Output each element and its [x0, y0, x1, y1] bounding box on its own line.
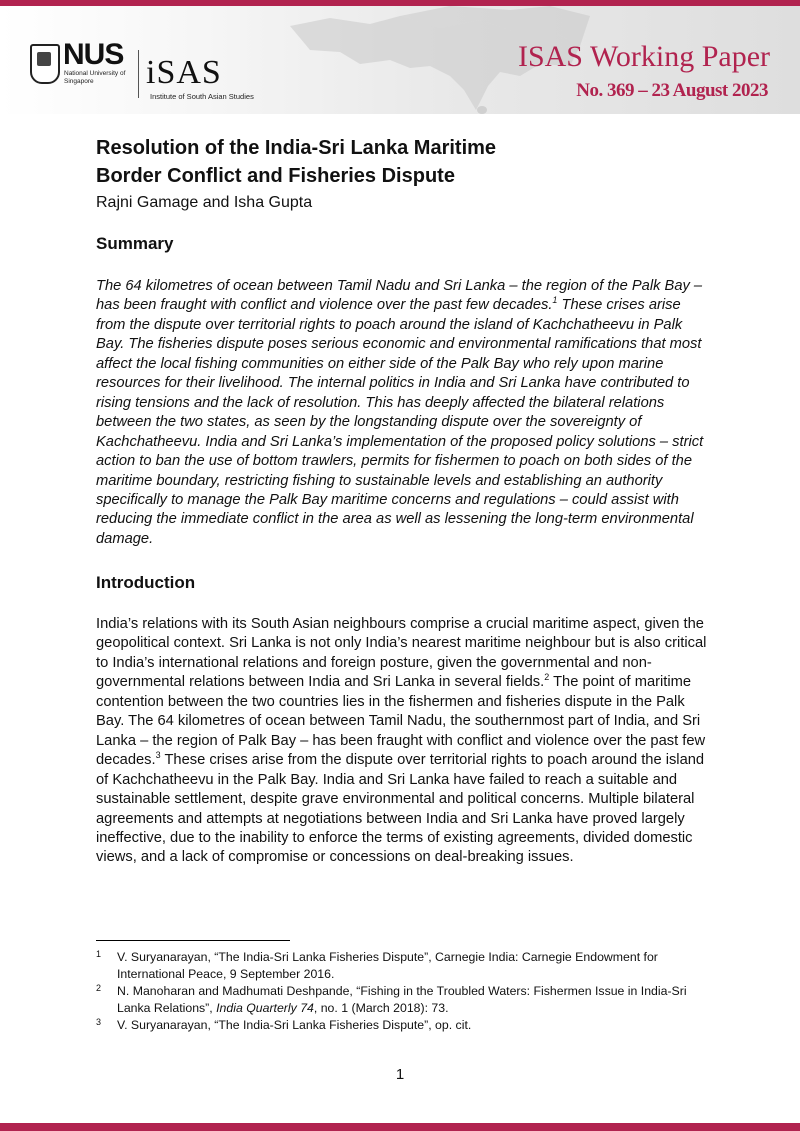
- footnote-item: [96, 1017, 708, 1034]
- summary-text: [96, 277, 708, 549]
- footnote-number: 2: [96, 983, 102, 993]
- intro-part-2: The point of maritime contention between the two countries lies in the fishermen and fisheries dispute in the Palk Bay. The 64 kilometres of ocean between Tamil Nadu, the southernmost part of India, and Sri Lanka – the region of Palk Bay – has been fraught with conflict and violence over the past few decades.: [96, 674, 706, 769]
- page-header: [0, 6, 800, 114]
- nus-subtitle: National University of Singapore: [64, 70, 126, 85]
- summary-part-1: The 64 kilometres of ocean between Tamil Nadu and Sri Lanka – the region of the Palk Bay – has been fraught with conflict and violence over the past few decades.: [96, 278, 703, 314]
- footnote-number: 1: [96, 949, 102, 959]
- title-line-2: Border Conflict and Fisheries Dispute: [96, 165, 455, 187]
- page-number: 1: [395, 1066, 405, 1083]
- title-line-1: Resolution of the India-Sri Lanka Maritime: [96, 137, 497, 159]
- footnote-ref[interactable]: 3: [155, 750, 161, 761]
- journal-title: India Quarterly 74: [216, 1000, 314, 1015]
- bottom-accent-bar: [0, 1123, 800, 1131]
- introduction-text: [96, 615, 708, 868]
- isas-wordmark: iSAS: [146, 54, 222, 91]
- article-title: [96, 134, 708, 190]
- footnote-item: [96, 949, 708, 982]
- intro-part-1: India’s relations with its South Asian neighbours comprise a crucial maritime aspect, given the geopolitical context. Sri Lanka is not only India’s nearest maritime neighbour but is also critical to India’s international relations and foreign posture, given the governmental and non-governmental relations between India and Sri Lanka in several fields.: [96, 616, 707, 691]
- summary-heading: Summary: [96, 234, 174, 253]
- footnote-separator: [96, 940, 290, 941]
- footnote-item: [96, 983, 708, 1016]
- nus-crest-icon: [30, 44, 60, 84]
- footnotes: [96, 949, 708, 1035]
- nus-wordmark: NUS: [63, 38, 124, 71]
- paper-number: No. 369 – 23 August 2023: [576, 80, 768, 101]
- series-title: ISAS Working Paper: [517, 40, 770, 73]
- summary-part-2: These crises arise from the dispute over territorial rights to poach around the island of Kachchatheevu in Palk Bay. The fisheries dispute poses serious economic and environmental ramifications that most affect the local fishing communities on either side of the Palk Bay who rely upon marine resources for their livelihood. The internal politics in India and Sri Lanka have contributed to rising tensions and the lack of resolution. This has deeply affected the bilateral relations between the two states, as seen by the longstanding dispute over the sovereignty of Kachchatheevu. India and Sri Lanka’s implementation of the proposed policy solutions – strict action to ban the use of bottom trawlers, permits for fishermen to poach on both sides of the maritime boundary, restricting fishing to sustainable levels and establishing an authority specifically to manage the Palk Bay maritime concerns and regulations – could assist with reducing the immediate conflict in the area as well as lessening the long-term environmental damage.: [96, 297, 704, 547]
- footnote-text: V. Suryanarayan, “The India-Sri Lanka Fisheries Dispute”, Carnegie India: Carnegie Endowment for International Peace, 9 September 2016.: [117, 950, 658, 981]
- intro-part-3: These crises arise from the dispute over territorial rights to poach around the island of Kachchatheevu in the Palk Bay. India and Sri Lanka have failed to reach a suitable and sustainable settlement, despite grave environmental and political concerns. Multiple bilateral agreements and attempts at negotiations between India and Sri Lanka have proved largely ineffective, due to the inability to enforce the terms of existing agreements, divided domestic views, and a lack of compromise or concessions on deal-breaking issues.: [96, 752, 705, 866]
- isas-logo: [146, 54, 254, 101]
- authors: Rajni Gamage and Isha Gupta: [96, 194, 313, 211]
- footnote-text: V. Suryanarayan, “The India-Sri Lanka Fisheries Dispute”, op. cit.: [117, 1018, 472, 1032]
- footnote-text-end: , no. 1 (March 2018): 73.: [313, 1000, 449, 1015]
- footnote-ref[interactable]: 2: [544, 672, 550, 683]
- logo-divider: [138, 50, 139, 98]
- isas-subtitle: Institute of South Asian Studies: [150, 92, 254, 101]
- footnote-ref[interactable]: 1: [552, 295, 558, 306]
- footnote-text: N. Manoharan and Madhumati Deshpande, “Fishing in the Troubled Waters: Fishermen Issue in India-Sri Lanka Relations”,: [117, 984, 687, 1015]
- footnote-number: 3: [96, 1017, 102, 1027]
- introduction-heading: Introduction: [96, 573, 196, 592]
